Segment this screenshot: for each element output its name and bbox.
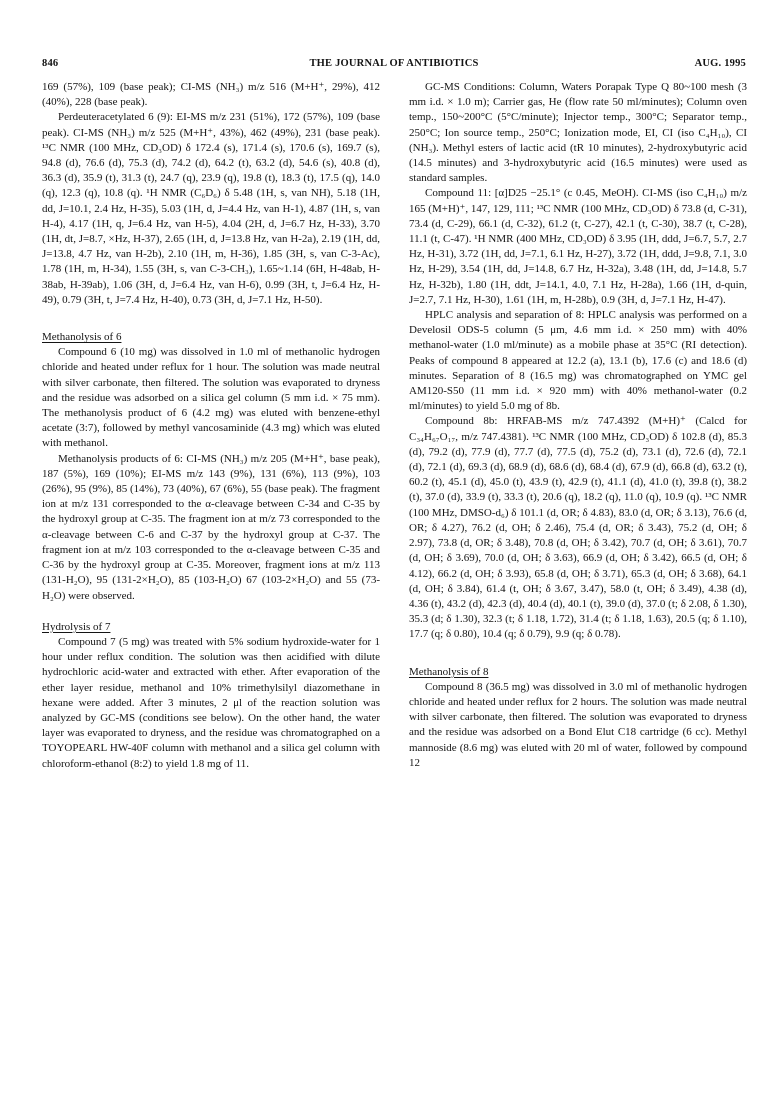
paragraph-methanolysis-6: Compound 6 (10 mg) was dissolved in 1.0 ml of methanolic hydrogen chloride and heated under reflux for 1 hour. The solution was made neutral with silver carbonate, then filtered. The solution was evaporated to dryness and the residue was adsorbed on a silica gel column (5 mm i.d. × 75 mm). The methanolysis product of 6 (4.2 mg) was eluted with benzene-ethyl acetate (3:7), followed by methyl vancosaminide (4.3 mg) which was eluted with methanol. <box>42 346 380 450</box>
left-column <box>42 80 380 772</box>
section-heading-methanolysis-6: Methanolysis of 6 <box>42 331 122 344</box>
paragraph-gcms-conditions: GC-MS Conditions: Column, Waters Porapak Type Q 80~100 mesh (3 mm i.d. × 1.0 m); Carrier gas, He (flow rate 50 ml/minutes); Column oven temp., 150~200°C (5°C/minute); Injector temp., 300°C; Separator temp., 250°C; Ion source temp., 250°C; Ionization mode, EI, CI (iso C₄H₁₀), CI (NH₃). Methyl esters of lactic acid (tR 10 minutes), 2-hydroxybutyric acid (14.5 minutes) and 3-hydroxybutyric acid (16.5 minutes) were used as standard samples. <box>409 81 747 185</box>
section-heading-hydrolysis-7: Hydrolysis of 7 <box>42 620 111 633</box>
paragraph-hplc-analysis: HPLC analysis and separation of 8: HPLC analysis was performed on a Develosil ODS-5 column (5 μm, 4.6 mm i.d. × 250 mm) with 40% methanol-water (1.0 ml/minute) as a mobile phase at 35°C (RI detection). Peaks of compound 8 appeared at 12.2 (a), 13.1 (b), 17.6 (c) and 18.6 (d) minutes. Separation of 8 (16.5 mg) was chromatographed on YMC gel AM120-S50 (11 mm i.d. × 920 mm) with 40% methanol-water (0.2 ml/minutes) to yield 5.0 mg of 8b. <box>409 309 747 413</box>
paragraph-methanolysis-8: Compound 8 (36.5 mg) was dissolved in 3.0 ml of methanolic hydrogen chloride and heated under reflux for 2 hours. The solution was made neutral with silver carbonate, then filtered. The solution was evaporated to dryness and the residue was adsorbed on a Bond Elut C18 cartridge (6 cc). Methyl mannoside (8.6 mg) was eluted with 20 ml of water, followed by compound 12 <box>409 680 747 769</box>
running-header <box>42 58 746 74</box>
paragraph-perdeuteracetylated: Perdeuteracetylated 6 (9): EI-MS m/z 231 (51%), 172 (57%), 109 (base peak). CI-MS (NH₃) m/z 525 (M+H⁺, 43%), 462 (49%), 231 (base peak). ¹³C NMR (100 MHz, CD₃OD) δ 172.4 (s), 171.4 (s), 170.6 (s), 169.7 (s), 94.8 (d), 76.6 (d), 75.3 (d), 74.2 (d), 64.2 (t), 63.2 (d), 54.6 (s), 40.8 (d), 36.3 (d), 35.9 (t), 31.3 (t), 24.7 (q), 23.9 (q), 19.8 (t), 18.3 (t), 17.5 (q), 14.0 (q), 12.3 (q), 10.8 (q). ¹H NMR (C₆D₆) δ 5.48 (1H, s, van NH), 5.18 (1H, dd, J=10.1, 2.4 Hz, H-35), 5.03 (1H, d, J=4.4 Hz, van H-1), 4.87 (1H, s, van H-4), 4.17 (1H, q, J=6.4 Hz, van H-5), 4.04 (2H, d, J=6.7 Hz, H-33), 3.70 (1H, dt, J=8.7, ×Hz, H-37), 2.65 (1H, d, J=13.8 Hz, van H-2a), 2.19 (1H, dd, J=13.8, 4.7 Hz, van H-2b), 2.10 (1H, m, H-36), 1.85 (3H, s, van C-3-Ac), 1.78 (1H, m, H-34), 1.55 (3H, s, van C-3-CH₃), 1.65~1.14 (6H, H-48ab, H-38ab, H-39ab), 1.06 (3H, d, J=6.4 Hz, van H-6), 0.99 (3H, t, J=6.4 Hz, H-49), 0.79 (3H, t, J=7.4 Hz, H-40), 0.73 (3H, d, J=7.1 Hz, H-50). <box>42 111 380 306</box>
journal-title: THE JOURNAL OF ANTIBIOTICS <box>309 58 479 69</box>
paragraph-ms-continuation: 169 (57%), 109 (base peak); CI-MS (NH₃) m/z 516 (M+H⁺, 29%), 412 (40%), 228 (base peak). <box>42 81 380 109</box>
paragraph-hydrolysis-7: Compound 7 (5 mg) was treated with 5% sodium hydroxide-water for 1 hour under reflux condition. The solution was then acidified with dilute hydrochloric acid-water and extracted with ether. After evaporation of the ether layer residue, methanol and 10% trimethylsilyl diazomethane in hexane were added. After 3 minutes, 2 μl of the reaction solution was analyzed by GC-MS (conditions see below). On the other hand, the water layer was evaporated to dryness, and the residue was chromatographed on a TOYOPEARL HW-40F column with methanol and a silica gel column with chloroform-ethanol (8:2) to yield 1.8 mg of 11. <box>42 635 380 770</box>
paragraph-compound-11: Compound 11: [α]D25 −25.1° (c 0.45, MeOH). CI-MS (iso C₄H₁₀) m/z 165 (M+H)⁺, 147, 129, 111; ¹³C NMR (100 MHz, CD₃OD) δ 73.8 (d, C-31), 73.4 (d, C-29), 66.1 (d, C-32), 61.2 (t, C-27), 42.1 (t, C-30), 38.7 (t, C-28), 11.1 (t, C-47). ¹H NMR (400 MHz, CD₃OD) δ 3.95 (1H, ddd, J=6.7, 5.7, 2.7 Hz, H-31), 3.72 (1H, dd, J=7.1, 6.1 Hz, H-27), 3.72 (1H, ddd, J=9.8, 7.1, 3.0 Hz, H-29), 3.54 (1H, dd, J=14.8, 6.7 Hz, H-32a), 3.48 (1H, dd, J=14.8, 5.7 Hz, H-32b), 1.80 (1H, ddt, J=14.1, 4.0, 7.1 Hz, H-28a), 1.66 (1H, d-quin, J=2.7, 7.1 Hz, H-30), 1.61 (1H, m, H-28b), 0.9 (3H, d, J=7.1 Hz, H-47). <box>409 187 747 306</box>
issue-date: AUG. 1995 <box>694 58 746 69</box>
paragraph-methanolysis-products: Methanolysis products of 6: CI-MS (NH₃) m/z 205 (M+H⁺, base peak), 187 (5%), 169 (10%); EI-MS m/z 143 (9%), 131 (6%), 113 (9%), 103 (26%), 95 (9%), 85 (14%), 73 (40%), 67 (6%), 55 (base peak). The fragment ion at m/z 131 corresponded to the α-cleavage between C-34 and C-35 by the hydroxyl group at C-35. The fragment ion at m/z 73 corresponded to the α-cleavage between C-6 and C-37 by the hydroxyl group at C-37. The fragment ion at m/z 103 corresponded to the α-cleavage between C-35 and C-36 by the hydroxyl group at C-35. Moreover, fragment ions at m/z 113 (131-H₂O), 95 (131-2×H₂O), 85 (103-H₂O) 67 (103-2×H₂O) and 55 (73-H₂O) were observed. <box>42 452 380 602</box>
section-heading-methanolysis-8: Methanolysis of 8 <box>409 665 489 678</box>
page-number: 846 <box>42 58 59 69</box>
paragraph-compound-8b: Compound 8b: HRFAB-MS m/z 747.4392 (M+H)⁺ (Calcd for C₃₄H₆₇O₁₇, m/z 747.4381). ¹³C NMR (100 MHz, CD₃OD) δ 102.8 (d), 85.3 (d), 79.2 (d), 77.9 (d), 77.7 (d), 77.5 (d), 75.2 (d), 73.1 (d), 72.6 (d), 72.1 (d), 72.1 (d), 69.3 (d), 68.9 (d), 68.6 (d), 68.4 (d), 67.9 (d), 66.8 (d), 63.2 (t), 60.2 (t), 45.1 (d), 45.0 (t), 43.9 (t), 42.9 (t), 41.1 (d), 41.0 (t), 39.8 (t), 38.2 (t), 37.0 (d), 33.9 (t), 33.3 (t), 20.6 (q), 18.2 (q), 11.0 (q), 10.9 (q). ¹³C NMR (100 MHz, DMSO-d₆) δ 101.1 (d, OR; δ 4.83), 83.0 (d, OR; δ 3.13), 76.6 (d, OR; δ 4.27), 76.2 (d, OH; δ 2.46), 75.4 (d, OR; δ 3.43), 75.2 (d, OH; δ 2.97), 73.8 (d, OR; δ 3.48), 70.8 (d, OH; δ 3.42), 70.7 (d, OH; δ 3.61), 70.7 (d, OH; δ 3.69), 70.0 (d, OH; δ 3.63), 66.9 (d, OH; δ 3.42), 66.5 (d, OH; δ 4.12), 66.2 (d, OH; δ 3.93), 65.8 (d, OH; δ 3.71), 65.3 (d, OH; δ 3.68), 64.1 (d, OH; δ 3.84), 61.4 (t, OH; δ 3.67, 3.47), 58.0 (t, OH; δ 3.49), 4.38 (d), 4.36 (t), 43.2 (d), 42.3 (d), 40.4 (d), 40.1 (t), 39.0 (d), 37.0 (t; δ 2.08, δ 1.30), 35.3 (d; δ 1.30), 32.3 (t; δ 1.18, 1.72), 31.4 (t; δ 1.18, 1.63), 20.5 (q; δ 1.10), 17.7 (q; δ 0.80), 10.4 (q; δ 0.79), 9.9 (q; δ 0.78). <box>409 415 747 641</box>
right-column <box>409 80 747 771</box>
